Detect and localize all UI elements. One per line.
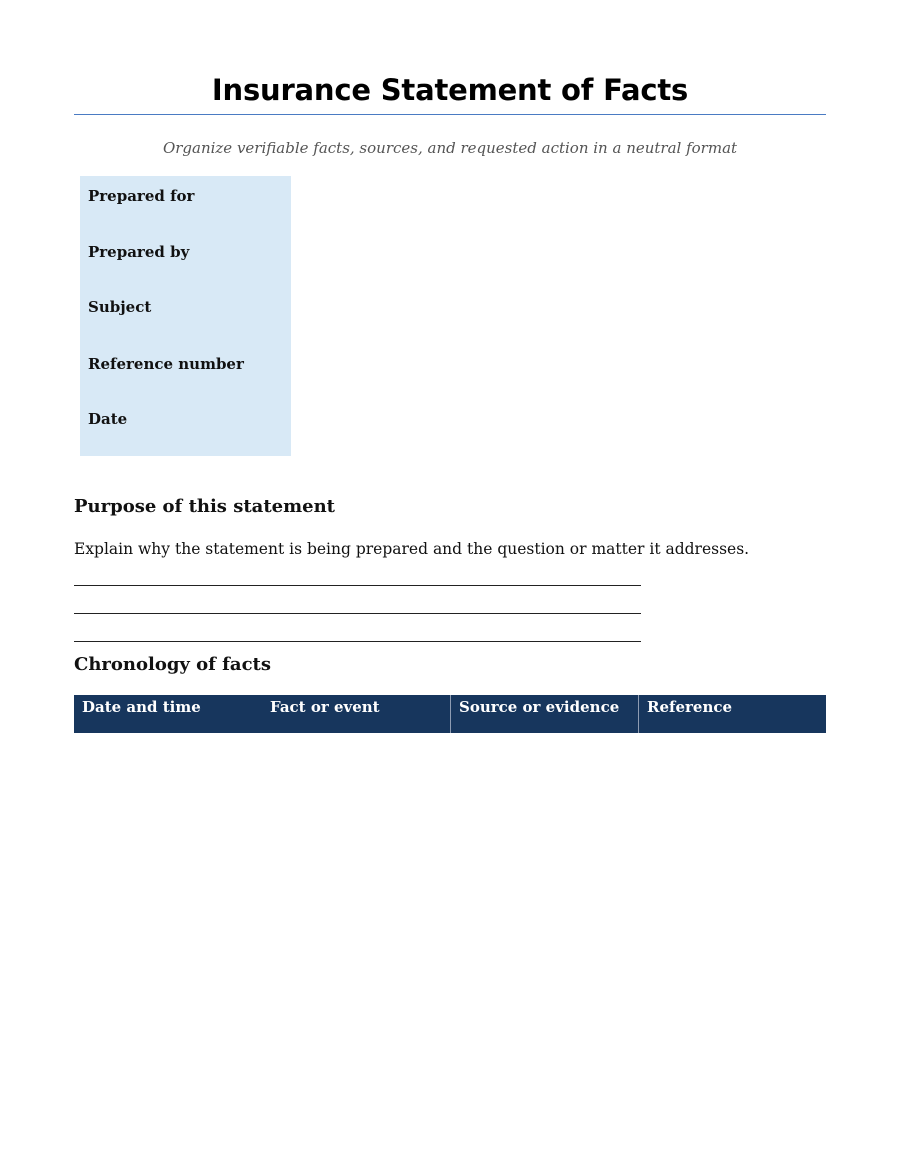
document-subtitle: Organize verifiable facts, sources, and requested action in a neutral format (162, 139, 738, 157)
subject-label: Subject (88, 298, 152, 316)
column-header-source-evidence: Source or evidence (450, 695, 638, 733)
column-header-reference: Reference (638, 695, 826, 733)
prepared-by-label: Prepared by (88, 243, 190, 261)
reference-number-label: Reference number (88, 355, 244, 373)
purpose-write-line[interactable] (74, 613, 641, 614)
purpose-instruction: Explain why the statement is being prepared and the question or matter it addresses. (74, 540, 750, 558)
purpose-write-line[interactable] (74, 585, 641, 586)
document-page (74, 0, 826, 1165)
title-divider (74, 114, 826, 115)
date-label: Date (88, 410, 128, 428)
column-header-fact-event: Fact or event (270, 698, 380, 716)
chronology-table-header (74, 695, 826, 733)
column-header-date-time: Date and time (82, 698, 201, 716)
document-title: Insurance Statement of Facts (211, 73, 689, 107)
chronology-heading: Chronology of facts (74, 654, 271, 675)
purpose-heading: Purpose of this statement (74, 496, 335, 517)
prepared-for-label: Prepared for (88, 187, 195, 205)
metadata-panel (80, 176, 291, 456)
purpose-write-line[interactable] (74, 641, 641, 642)
